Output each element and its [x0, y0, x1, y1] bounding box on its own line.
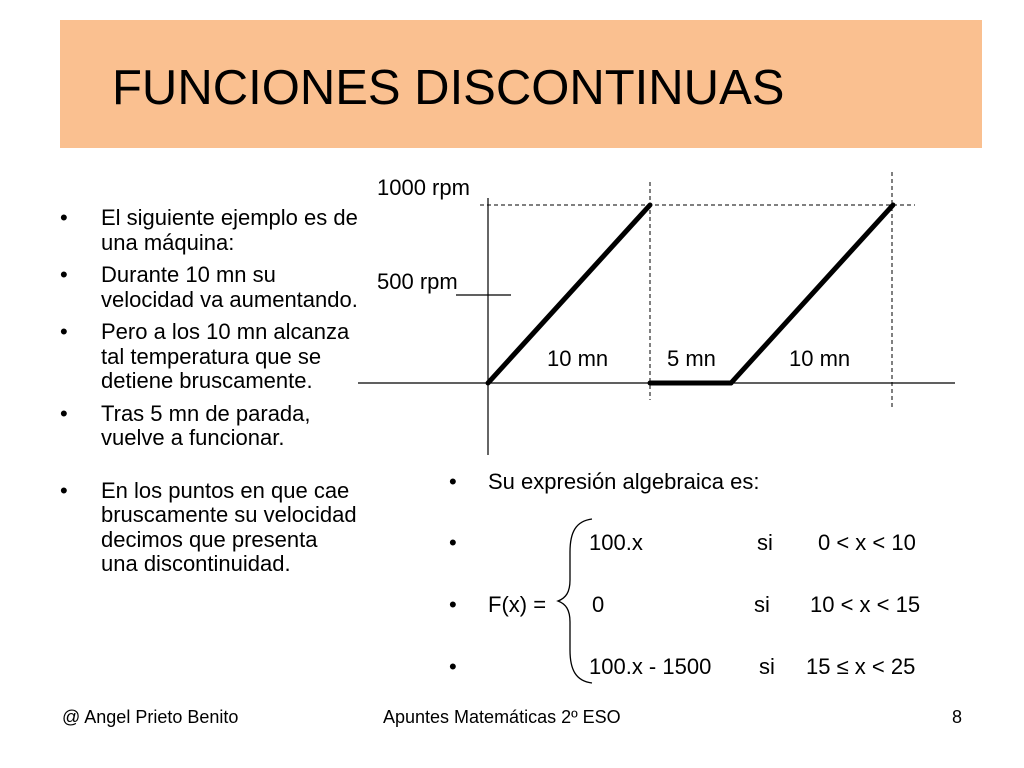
footer-author: @ Angel Prieto Benito [62, 707, 239, 727]
case-expression: 100.x - 1500 [589, 654, 712, 679]
x-label-10mn-2: 10 mn [789, 346, 851, 371]
case-condition: 10 < x < 15 [810, 592, 921, 617]
case-condition: 0 < x < 10 [818, 530, 916, 555]
x-label-10mn: 10 mn [547, 346, 609, 371]
footer-course: Apuntes Matemáticas 2º ESO [383, 707, 621, 727]
case-condition: 15 ≤ x < 25 [806, 654, 916, 679]
bullet-dot: • [449, 530, 457, 555]
bullet-dot: • [449, 654, 457, 679]
bullet-item: • En los puntos en que cae bruscamente su velocidad decimos que presenta una discontinuidad. [60, 479, 360, 577]
bullet-dot: • [449, 469, 457, 494]
y-label-1000: 1000 rpm [377, 175, 470, 200]
y-label-500: 500 rpm [377, 269, 458, 294]
case-expression: 0 [592, 592, 605, 617]
slide-title: FUNCIONES DISCONTINUAS [112, 61, 785, 115]
x-label-5mn: 5 mn [667, 346, 716, 371]
formula-intro: Su expresión algebraica es: [488, 469, 760, 494]
footer-page-number: 8 [952, 707, 963, 727]
cases-brace [558, 519, 592, 683]
formula-lhs: F(x) = [488, 592, 547, 617]
case-si: si [754, 592, 770, 617]
bullet-item: • Tras 5 mn de parada, vuelve a funcionar. [60, 402, 360, 451]
case-si: si [759, 654, 775, 679]
bullet-dot: • [449, 592, 457, 617]
bullet-item: • El siguiente ejemplo es de una máquina: [60, 206, 360, 255]
bullet-item: • Pero a los 10 mn alcanza tal temperatura que se detiene bruscamente. [60, 320, 360, 394]
bullet-item: • Durante 10 mn su velocidad va aumentando. [60, 263, 360, 312]
case-expression: 100.x [589, 530, 643, 555]
case-si: si [757, 530, 773, 555]
